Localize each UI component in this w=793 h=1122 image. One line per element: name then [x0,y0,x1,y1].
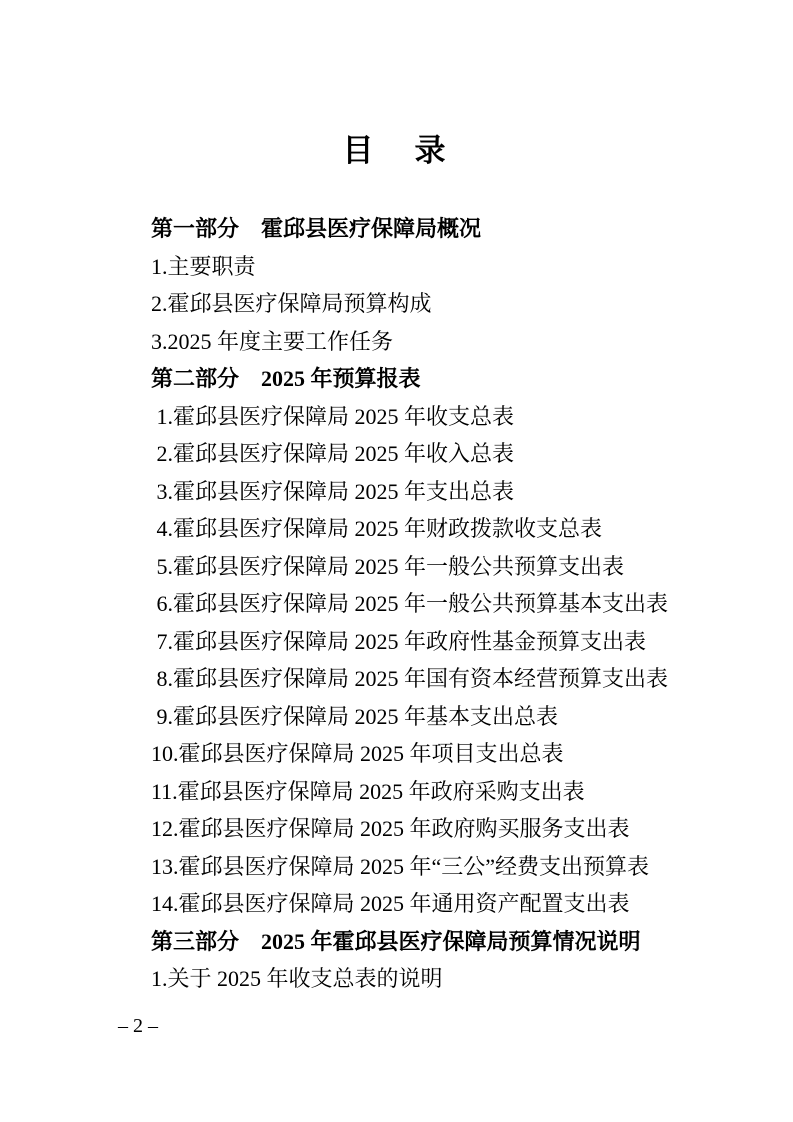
toc-item: 14.霍邱县医疗保障局 2025 年通用资产配置支出表 [151,891,630,916]
toc-item: 4.霍邱县医疗保障局 2025 年财政拨款收支总表 [151,516,603,541]
page-title: 目 录 [342,133,451,168]
toc-section-heading-1: 第一部分 霍邱县医疗保障局概况 [151,216,482,241]
toc-section-heading-2: 第二部分 2025 年预算报表 [151,366,421,391]
page-number: – 2 – [118,1015,158,1037]
toc-item: 12.霍邱县医疗保障局 2025 年政府购买服务支出表 [151,816,630,841]
toc-item: 6.霍邱县医疗保障局 2025 年一般公共预算基本支出表 [151,591,669,616]
toc-item: 3.霍邱县医疗保障局 2025 年支出总表 [151,478,515,504]
toc-item: 13.霍邱县医疗保障局 2025 年“三公”经费支出预算表 [151,853,650,879]
toc-item: 7.霍邱县医疗保障局 2025 年政府性基金预算支出表 [151,628,647,654]
table-of-contents [0,210,793,998]
toc-item: 1.主要职责 [151,253,256,279]
toc-item: 2.霍邱县医疗保障局 2025 年收入总表 [151,441,515,466]
toc-item: 9.霍邱县医疗保障局 2025 年基本支出总表 [151,703,559,729]
toc-section-heading-3: 第三部分 2025 年霍邱县医疗保障局预算情况说明 [151,928,641,954]
toc-item: 10.霍邱县医疗保障局 2025 年项目支出总表 [151,741,564,766]
toc-item: 3.2025 年度主要工作任务 [151,328,394,354]
toc-item: 1.关于 2025 年收支总表的说明 [151,966,443,991]
toc-item: 2.霍邱县医疗保障局预算构成 [151,291,432,316]
toc-item: 1.霍邱县医疗保障局 2025 年收支总表 [151,403,515,429]
toc-item: 5.霍邱县医疗保障局 2025 年一般公共预算支出表 [151,553,625,579]
toc-item: 8.霍邱县医疗保障局 2025 年国有资本经营预算支出表 [151,666,669,691]
toc-item: 11.霍邱县医疗保障局 2025 年政府采购支出表 [151,778,585,804]
